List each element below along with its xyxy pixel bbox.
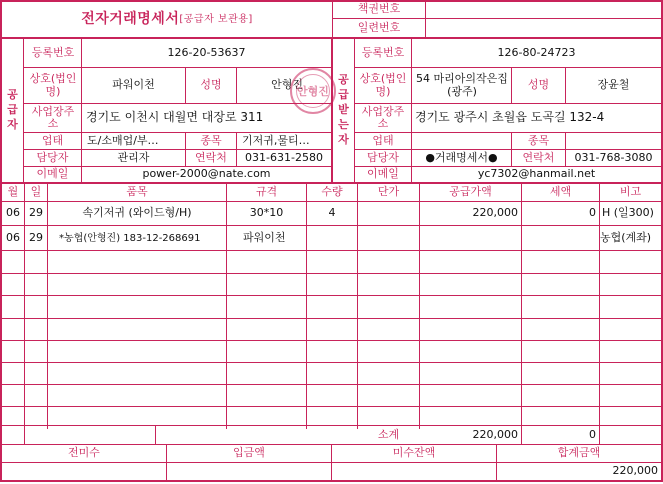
table-row-line: [0, 250, 663, 251]
buyer-email-label: 이메일: [367, 167, 399, 181]
col-header-day: 일: [30, 185, 42, 199]
col-header-tax: 세액: [549, 185, 572, 199]
table-row-2-note: 농협(계좌): [600, 230, 652, 244]
table-row-2-month: 06: [6, 230, 20, 244]
buyer-item-label: 종목: [527, 133, 550, 147]
table-row-line: [0, 362, 663, 363]
table-row-1-spec: 30*10: [249, 206, 284, 220]
buyer-address: 경기도 광주시 초월읍 도곡길 132-4: [415, 110, 605, 125]
buyer-manager: ●거래명세서●: [425, 150, 498, 164]
prev-balance-label: 전미수: [68, 446, 100, 460]
buyer-side-char: 는: [338, 117, 349, 131]
supplier-business-type-label: 업태: [41, 133, 64, 147]
buyer-side-char: 받: [338, 103, 349, 117]
supplier-address-label: 사업장주소: [31, 104, 75, 130]
supplier-side-char: 공: [7, 88, 18, 102]
prev-balance-value: [2, 463, 166, 480]
document-subtitle: [공급자 보관용]: [179, 14, 253, 25]
buyer-contact-label: 연락처: [522, 150, 555, 164]
table-row-line: [0, 406, 663, 407]
total-label: 합계금액: [557, 446, 601, 460]
table-row-1-qty: 4: [328, 206, 336, 220]
col-header-qty: 수량: [321, 185, 343, 199]
supplier-email: power-2000@nate.com: [142, 167, 271, 181]
supplier-reg-no: 126-20-53637: [167, 45, 246, 59]
buyer-reg-no-label: 등록번호: [361, 45, 405, 59]
table-row-line: [0, 340, 663, 341]
supplier-side-char: 자: [7, 117, 18, 131]
table-row-2-unit-price: [358, 226, 419, 250]
supplier-side-label: [2, 39, 23, 182]
buyer-side-label: [333, 39, 354, 182]
col-header-supply-amount: 공급가액: [449, 185, 492, 199]
table-row-1-tax: 0: [589, 206, 596, 220]
supplier-reg-no-label: 등록번호: [31, 45, 75, 59]
table-row-line: [0, 384, 663, 385]
table-row-line: [0, 318, 663, 319]
supplier-name-label: 성명: [200, 78, 222, 92]
buyer-email: yc7302@hanmail.net: [477, 167, 596, 181]
col-header-unit-price: 단가: [377, 185, 400, 199]
buyer-company-label: 상호(법인명): [359, 72, 407, 98]
supplier-contact-label: 연락처: [195, 150, 227, 164]
supplier-company: 파워이천: [112, 78, 155, 92]
table-row-1-day: 29: [29, 206, 43, 220]
unpaid-label: 미수잔액: [392, 446, 436, 460]
col-header-month: 월: [7, 185, 19, 199]
buyer-address-label: 사업장주소: [361, 104, 405, 130]
table-row-1-supply-amount: 220,000: [472, 206, 518, 220]
table-row-2-item: *농협(안형진) 183-12-268691: [59, 232, 201, 244]
document-title: [2, 2, 332, 37]
subtotal-tax: 0: [589, 427, 596, 441]
table-row-1-unit-price: [358, 202, 419, 225]
buyer-business-type: [414, 133, 511, 149]
deposit-value: [167, 463, 331, 480]
document-title-text: 전자거래명세서: [81, 10, 180, 27]
serial-no-value: [426, 19, 661, 37]
supplier-address: 경기도 이천시 대월면 대장로 311: [86, 110, 264, 125]
table-row-2-spec: 파워이천: [243, 230, 286, 244]
supplier-side-char: 급: [7, 103, 18, 117]
supplier-item-label: 종목: [200, 133, 222, 147]
book-no-label: 책권번호: [357, 2, 401, 16]
supplier-business-type: 도/소매업/부…: [87, 133, 159, 147]
supplier-item: 기저귀,물티…: [242, 133, 310, 147]
table-row-2-tax: [522, 226, 599, 250]
buyer-manager-label: 담당자: [367, 150, 399, 164]
table-row-1-month: 06: [6, 206, 20, 220]
buyer-side-char: 공: [338, 73, 349, 87]
unpaid-value: [332, 463, 496, 480]
supplier-email-label: 이메일: [36, 167, 69, 181]
supplier-company-label: 상호(법인명): [29, 72, 77, 98]
table-row-line: [0, 295, 663, 296]
subtotal-label: 소계: [377, 427, 400, 441]
table-row-1-item: 속기저귀 (와이드형/H): [82, 206, 192, 220]
buyer-name: 장윤철: [597, 78, 630, 92]
supplier-manager: 관리자: [117, 150, 150, 164]
seal-text: 안형진: [297, 85, 329, 98]
table-row-2-supply-amount: [420, 226, 521, 250]
col-header-note: 비고: [619, 185, 642, 199]
total-value: 220,000: [612, 464, 658, 478]
table-row-2-qty: [307, 226, 357, 250]
book-no-value: [426, 1, 661, 18]
buyer-reg-no: 126-80-24723: [497, 45, 576, 59]
buyer-name-label: 성명: [527, 78, 550, 92]
buyer-item: [568, 133, 661, 149]
table-row-1-note: H (일300): [602, 206, 654, 220]
serial-no-label: 일련번호: [357, 20, 401, 34]
col-header-item: 품목: [126, 185, 148, 199]
supplier-contact: 031-631-2580: [245, 150, 323, 164]
table-row-2-day: 29: [29, 230, 43, 244]
col-header-spec: 규격: [255, 185, 278, 199]
buyer-contact: 031-768-3080: [574, 150, 653, 164]
buyer-side-char: 자: [338, 132, 349, 146]
supplier-name: 안형진: [271, 78, 303, 92]
deposit-label: 입금액: [233, 446, 265, 460]
table-row-line: [0, 273, 663, 274]
supplier-manager-label: 담당자: [36, 150, 69, 164]
buyer-side-char: 급: [338, 88, 349, 102]
buyer-company: 54 마리아의작은집(광주): [416, 72, 508, 98]
subtotal-supply-amount: 220,000: [472, 427, 518, 441]
table-col-line: [155, 425, 156, 445]
buyer-business-type-label: 업태: [372, 133, 394, 147]
